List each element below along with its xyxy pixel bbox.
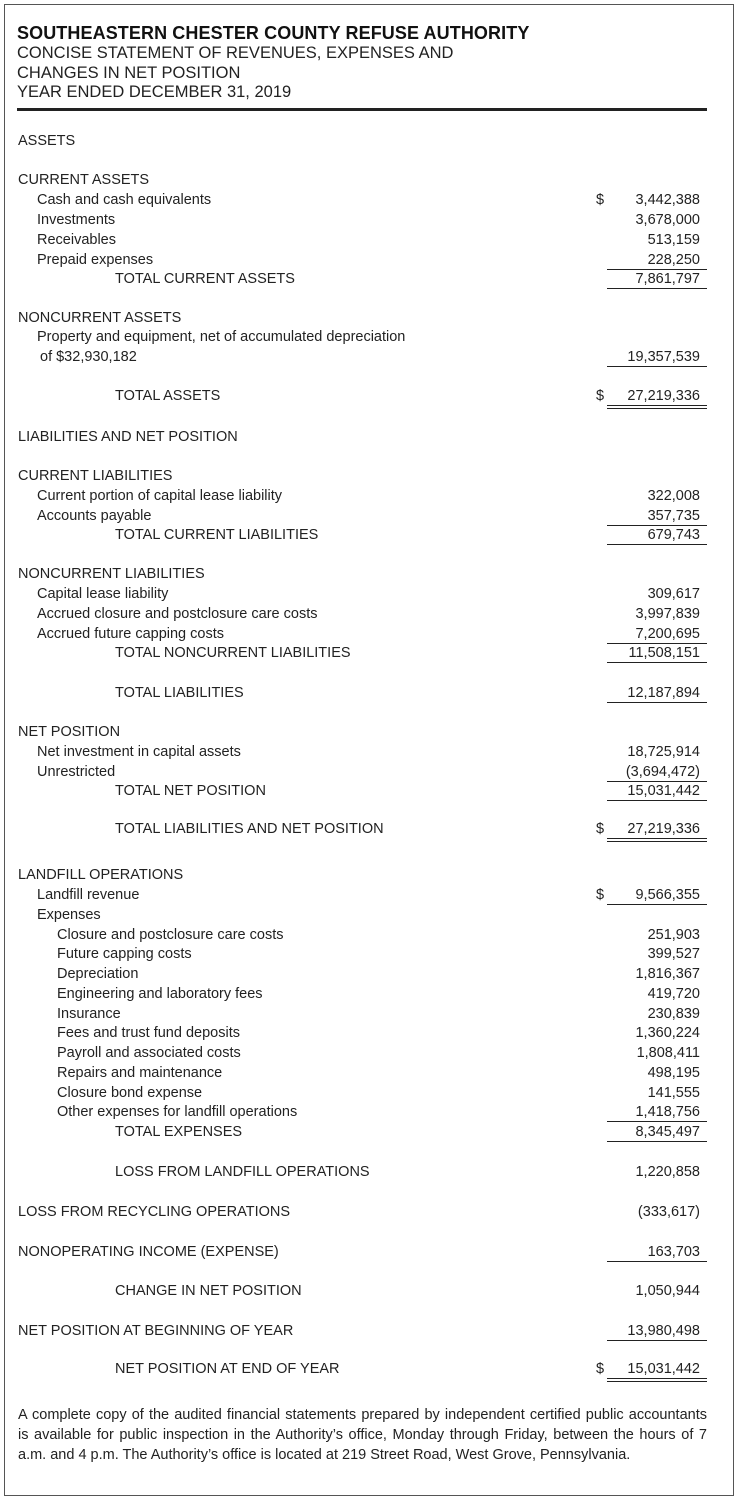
statement-title: SOUTHEASTERN CHESTER COUNTY REFUSE AUTHORITY <box>17 23 530 43</box>
row-amount: 3,997,839 <box>635 606 700 622</box>
row-label: Landfill revenue <box>37 887 140 903</box>
row-label: Unrestricted <box>37 764 116 780</box>
row-amount: 19,357,539 <box>627 349 700 365</box>
statement-row <box>0 819 738 839</box>
statement-row <box>0 1004 738 1024</box>
row-label: Payroll and associated costs <box>57 1045 241 1061</box>
row-amount: 12,187,894 <box>627 685 700 701</box>
row-label: CURRENT LIABILITIES <box>18 468 173 484</box>
statement-period: YEAR ENDED DECEMBER 31, 2019 <box>17 83 292 101</box>
row-amount: 15,031,442 <box>627 1361 700 1377</box>
row-label: Insurance <box>57 1006 121 1022</box>
row-label: TOTAL LIABILITIES <box>115 685 244 701</box>
amount-underline <box>607 800 707 801</box>
statement-row <box>0 624 738 644</box>
footer-note: A complete copy of the audited financial statements prepared by independent certified public accountants is available for public inspection in the Authority’s office, Monday through Friday, between the hours of 7 a.m. and 4 p.m. The Authority’s office is located at 219 Street Road, West Grove, Pennsylvania. <box>18 1407 707 1463</box>
amount-underline <box>607 1340 707 1341</box>
amount-underline <box>607 702 707 703</box>
amount-underline <box>607 1378 707 1379</box>
statement-row <box>0 905 738 925</box>
currency-symbol: $ <box>596 192 605 208</box>
row-label: Investments <box>37 212 116 228</box>
statement-row <box>0 964 738 984</box>
row-amount: 498,195 <box>647 1065 700 1081</box>
row-label: Depreciation <box>57 966 139 982</box>
row-label: Repairs and maintenance <box>57 1065 223 1081</box>
statement-row <box>0 1202 738 1222</box>
row-label: Receivables <box>37 232 116 248</box>
row-label: NONCURRENT LIABILITIES <box>18 566 205 582</box>
row-amount: 1,050,944 <box>635 1283 700 1299</box>
statement-row <box>0 885 738 905</box>
row-label: Cash and cash equivalents <box>37 192 212 208</box>
row-label: LANDFILL OPERATIONS <box>18 867 184 883</box>
row-amount: 13,980,498 <box>627 1323 700 1339</box>
row-label: Closure and postclosure care costs <box>57 927 284 943</box>
statement-header <box>17 22 717 103</box>
statement-row <box>0 984 738 1004</box>
row-label: NONOPERATING INCOME (EXPENSE) <box>18 1244 279 1260</box>
row-label: TOTAL NET POSITION <box>115 783 266 799</box>
row-label: Capital lease liability <box>37 586 169 602</box>
statement-row <box>0 386 738 406</box>
statement-row <box>0 683 738 703</box>
statement-row <box>0 190 738 210</box>
statement-row <box>0 131 738 151</box>
row-amount: 163,703 <box>647 1244 700 1260</box>
row-label: Engineering and laboratory fees <box>57 986 263 1002</box>
row-amount: 1,418,756 <box>635 1104 700 1120</box>
amount-double-underline <box>607 408 707 409</box>
row-amount: 7,861,797 <box>635 271 700 287</box>
row-label: Accrued future capping costs <box>37 626 224 642</box>
statement-row <box>0 347 738 367</box>
row-label: Expenses <box>37 907 101 923</box>
row-label: Prepaid expenses <box>37 252 154 268</box>
row-label: TOTAL ASSETS <box>115 388 221 404</box>
statement-subtitle: CHANGES IN NET POSITION <box>17 63 241 82</box>
amount-underline <box>607 366 707 367</box>
row-amount: 357,735 <box>647 508 700 524</box>
row-amount: 3,678,000 <box>635 212 700 228</box>
statement-row <box>0 230 738 250</box>
statement-row <box>0 427 738 447</box>
statement-row <box>0 925 738 945</box>
statement-row <box>0 865 738 885</box>
row-label: CURRENT ASSETS <box>18 172 150 188</box>
amount-underline <box>607 405 707 406</box>
statement-row <box>0 722 738 742</box>
amount-underline <box>607 662 707 663</box>
row-label: Property and equipment, net of accumulated depreciation <box>37 329 406 345</box>
row-label: TOTAL CURRENT ASSETS <box>115 271 295 287</box>
row-amount: 9,566,355 <box>635 887 700 903</box>
statement-row <box>0 1023 738 1043</box>
row-amount: 8,345,497 <box>635 1124 700 1140</box>
row-amount: 322,008 <box>647 488 700 504</box>
statement-row <box>0 1242 738 1262</box>
row-label: CHANGE IN NET POSITION <box>115 1283 302 1299</box>
statement-row <box>0 564 738 584</box>
header-rule <box>17 108 707 111</box>
row-amount: 1,808,411 <box>636 1045 700 1061</box>
row-label: LIABILITIES AND NET POSITION <box>18 429 238 445</box>
currency-symbol: $ <box>596 1361 605 1377</box>
statement-row <box>0 1281 738 1301</box>
row-label: Future capping costs <box>57 946 192 962</box>
row-amount: 228,250 <box>647 252 700 268</box>
row-amount: 141,555 <box>647 1085 700 1101</box>
row-label: TOTAL EXPENSES <box>115 1124 243 1140</box>
statement-row <box>0 762 738 782</box>
row-label: Other expenses for landfill operations <box>57 1104 298 1120</box>
row-amount: 419,720 <box>647 986 700 1002</box>
row-label: LOSS FROM RECYCLING OPERATIONS <box>18 1204 291 1220</box>
statement-row <box>0 742 738 762</box>
row-label: Accounts payable <box>37 508 152 524</box>
statement-row <box>0 506 738 526</box>
row-amount: (3,694,472) <box>625 764 700 780</box>
row-label: ASSETS <box>18 133 76 149</box>
row-label: NET POSITION AT END OF YEAR <box>115 1361 340 1377</box>
row-amount: 7,200,695 <box>635 626 700 642</box>
statement-row <box>0 1122 738 1142</box>
row-label: TOTAL CURRENT LIABILITIES <box>115 527 319 543</box>
row-amount: 27,219,336 <box>627 821 700 837</box>
currency-symbol: $ <box>596 887 605 903</box>
amount-underline <box>607 288 707 289</box>
row-label: NET POSITION <box>18 724 121 740</box>
row-label: TOTAL NONCURRENT LIABILITIES <box>115 645 351 661</box>
row-amount: 18,725,914 <box>627 744 700 760</box>
amount-underline <box>607 544 707 545</box>
statement-row <box>0 269 738 289</box>
row-amount: 1,816,367 <box>635 966 700 982</box>
row-label: NONCURRENT ASSETS <box>18 310 182 326</box>
row-label: Fees and trust fund deposits <box>57 1025 240 1041</box>
statement-row <box>0 584 738 604</box>
row-label: of $32,930,182 <box>40 349 137 365</box>
currency-symbol: $ <box>596 388 605 404</box>
statement-row <box>0 210 738 230</box>
statement-row <box>0 1063 738 1083</box>
statement-row <box>0 1359 738 1379</box>
row-amount: 3,442,388 <box>635 192 700 208</box>
statement-row <box>0 250 738 270</box>
amount-underline <box>607 838 707 839</box>
statement-row <box>0 1043 738 1063</box>
row-label: Current portion of capital lease liability <box>37 488 283 504</box>
statement-row <box>0 1321 738 1341</box>
row-label: Closure bond expense <box>57 1085 203 1101</box>
statement-row <box>0 466 738 486</box>
currency-symbol: $ <box>596 821 605 837</box>
statement-row <box>0 643 738 663</box>
statement-row <box>0 486 738 506</box>
statement-row <box>0 781 738 801</box>
statement-row <box>0 327 738 347</box>
row-amount: 15,031,442 <box>627 783 700 799</box>
statement-row <box>0 1102 738 1122</box>
row-amount: 1,360,224 <box>635 1025 700 1041</box>
statement-row <box>0 170 738 190</box>
row-amount: 309,617 <box>647 586 700 602</box>
statement-row <box>0 944 738 964</box>
statement-row <box>0 1162 738 1182</box>
row-amount: 251,903 <box>647 927 700 943</box>
row-amount: 679,743 <box>647 527 700 543</box>
amount-double-underline <box>607 841 707 842</box>
row-amount: 11,508,151 <box>628 645 700 661</box>
statement-row <box>0 308 738 328</box>
row-label: Accrued closure and postclosure care costs <box>37 606 318 622</box>
row-amount: 27,219,336 <box>627 388 700 404</box>
statement-subtitle: CONCISE STATEMENT OF REVENUES, EXPENSES AND <box>17 44 454 62</box>
row-amount: 399,527 <box>647 946 700 962</box>
statement-row <box>0 1083 738 1103</box>
row-amount: 1,220,858 <box>635 1164 700 1180</box>
amount-underline <box>607 1261 707 1262</box>
row-amount: 230,839 <box>647 1006 700 1022</box>
row-label: TOTAL LIABILITIES AND NET POSITION <box>115 821 384 837</box>
row-amount: (333,617) <box>637 1204 700 1220</box>
row-label: Net investment in capital assets <box>37 744 241 760</box>
statement-row <box>0 525 738 545</box>
row-label: NET POSITION AT BEGINNING OF YEAR <box>18 1323 294 1339</box>
row-amount: 513,159 <box>647 232 700 248</box>
amount-double-underline <box>607 1381 707 1382</box>
row-label: LOSS FROM LANDFILL OPERATIONS <box>115 1164 370 1180</box>
amount-underline <box>607 1141 707 1142</box>
statement-row <box>0 604 738 624</box>
